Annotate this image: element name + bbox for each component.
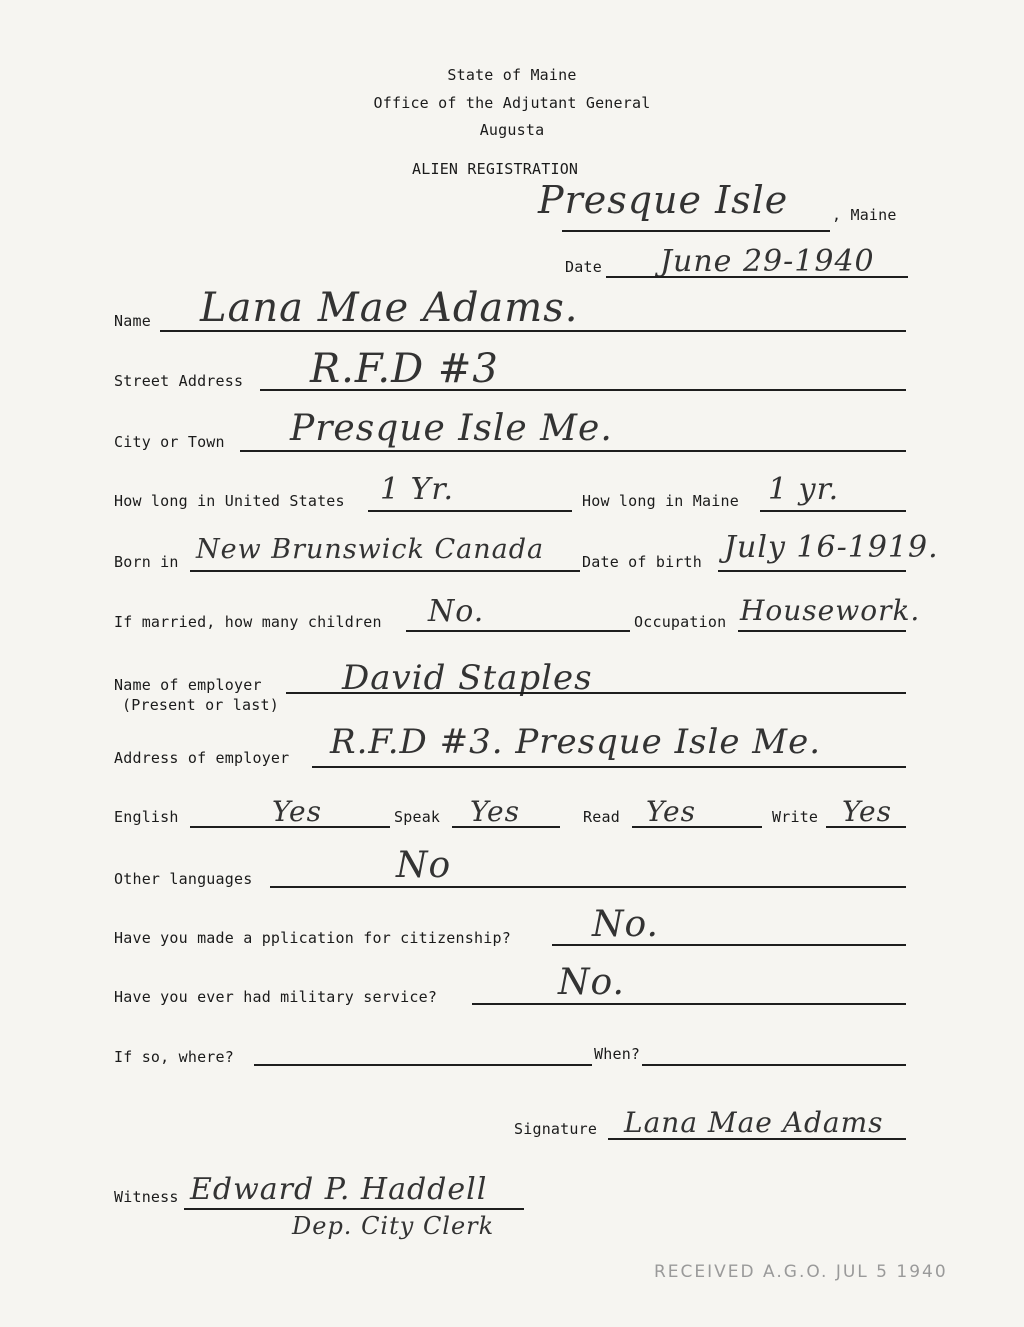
header-city: Augusta [479, 121, 545, 139]
employer-sublabel: (Present or last) [122, 696, 279, 714]
when-line [642, 1064, 906, 1066]
english-label: English [114, 808, 179, 826]
witness-title: Dep. City Clerk [292, 1212, 495, 1240]
name-line [160, 330, 906, 332]
city-label: City or Town [114, 433, 225, 451]
speak-label: Speak [394, 808, 441, 826]
children-label: If married, how many children [114, 613, 382, 631]
witness-line [184, 1208, 524, 1210]
employer-line [286, 692, 906, 694]
city-value: Presque Isle Me. [290, 408, 613, 449]
how-long-maine-line [760, 510, 906, 512]
date-of-birth-line [718, 570, 906, 572]
children-value: No. [428, 594, 485, 629]
signature-value: Lana Mae Adams [624, 1106, 884, 1139]
form-title: ALIEN REGISTRATION [412, 160, 579, 178]
english-value: Yes [272, 795, 322, 828]
write-value: Yes [842, 795, 892, 828]
witness-value: Edward P. Haddell [190, 1172, 488, 1207]
other-languages-label: Other languages [114, 870, 253, 888]
speak-line [452, 826, 560, 828]
employer-address-value: R.F.D #3. Presque Isle Me. [330, 722, 822, 762]
read-line [632, 826, 762, 828]
read-value: Yes [646, 795, 696, 828]
write-label: Write [772, 808, 819, 826]
occupation-label: Occupation [634, 613, 727, 631]
place-suffix: , Maine [832, 206, 897, 224]
speak-value: Yes [470, 795, 520, 828]
date-value: June 29-1940 [660, 244, 875, 279]
how-long-us-value: 1 Yr. [380, 472, 455, 507]
how-long-us-label: How long in United States [114, 492, 345, 510]
read-label: Read [583, 808, 620, 826]
english-line [190, 826, 390, 828]
header-state: State of Maine [447, 66, 577, 84]
born-in-value: New Brunswick Canada [196, 534, 545, 565]
born-in-line [190, 570, 580, 572]
street-address-line [260, 389, 906, 391]
street-address-label: Street Address [114, 372, 244, 390]
other-languages-value: No [396, 845, 452, 886]
place-value: Presque Isle [538, 178, 789, 222]
header-office: Office of the Adjutant General [373, 94, 651, 112]
date-of-birth-value: July 16-1919. [724, 530, 939, 565]
military-value: No. [558, 962, 625, 1003]
citizenship-value: No. [592, 904, 659, 945]
military-label: Have you ever had military service? [114, 988, 438, 1006]
how-long-us-line [368, 510, 572, 512]
occupation-value: Housework. [740, 594, 921, 627]
other-languages-line [270, 886, 906, 888]
where-line [254, 1064, 592, 1066]
received-stamp: RECEIVED A.G.O. JUL 5 1940 [654, 1262, 948, 1282]
born-in-label: Born in [114, 553, 179, 571]
employer-value: David Staples [342, 658, 593, 698]
when-label: When? [594, 1045, 641, 1063]
city-line [240, 450, 906, 452]
write-line [826, 826, 906, 828]
place-line [562, 230, 830, 232]
signature-line [608, 1138, 906, 1140]
how-long-maine-label: How long in Maine [582, 492, 739, 510]
where-label: If so, where? [114, 1048, 234, 1066]
employer-address-line [312, 766, 906, 768]
occupation-line [738, 630, 906, 632]
date-line [606, 276, 908, 278]
how-long-maine-value: 1 yr. [768, 472, 840, 507]
date-label: Date [565, 258, 602, 276]
citizenship-line [552, 944, 906, 946]
date-of-birth-label: Date of birth [582, 553, 702, 571]
children-line [406, 630, 630, 632]
street-address-value: R.F.D #3 [310, 346, 499, 392]
signature-label: Signature [514, 1120, 598, 1138]
employer-address-label: Address of employer [114, 749, 290, 767]
witness-label: Witness [114, 1188, 179, 1206]
name-value: Lana Mae Adams. [200, 285, 579, 331]
name-label: Name [114, 312, 151, 330]
citizenship-label: Have you made a pplication for citizenship? [114, 929, 511, 947]
military-line [472, 1003, 906, 1005]
employer-label: Name of employer [114, 676, 262, 694]
